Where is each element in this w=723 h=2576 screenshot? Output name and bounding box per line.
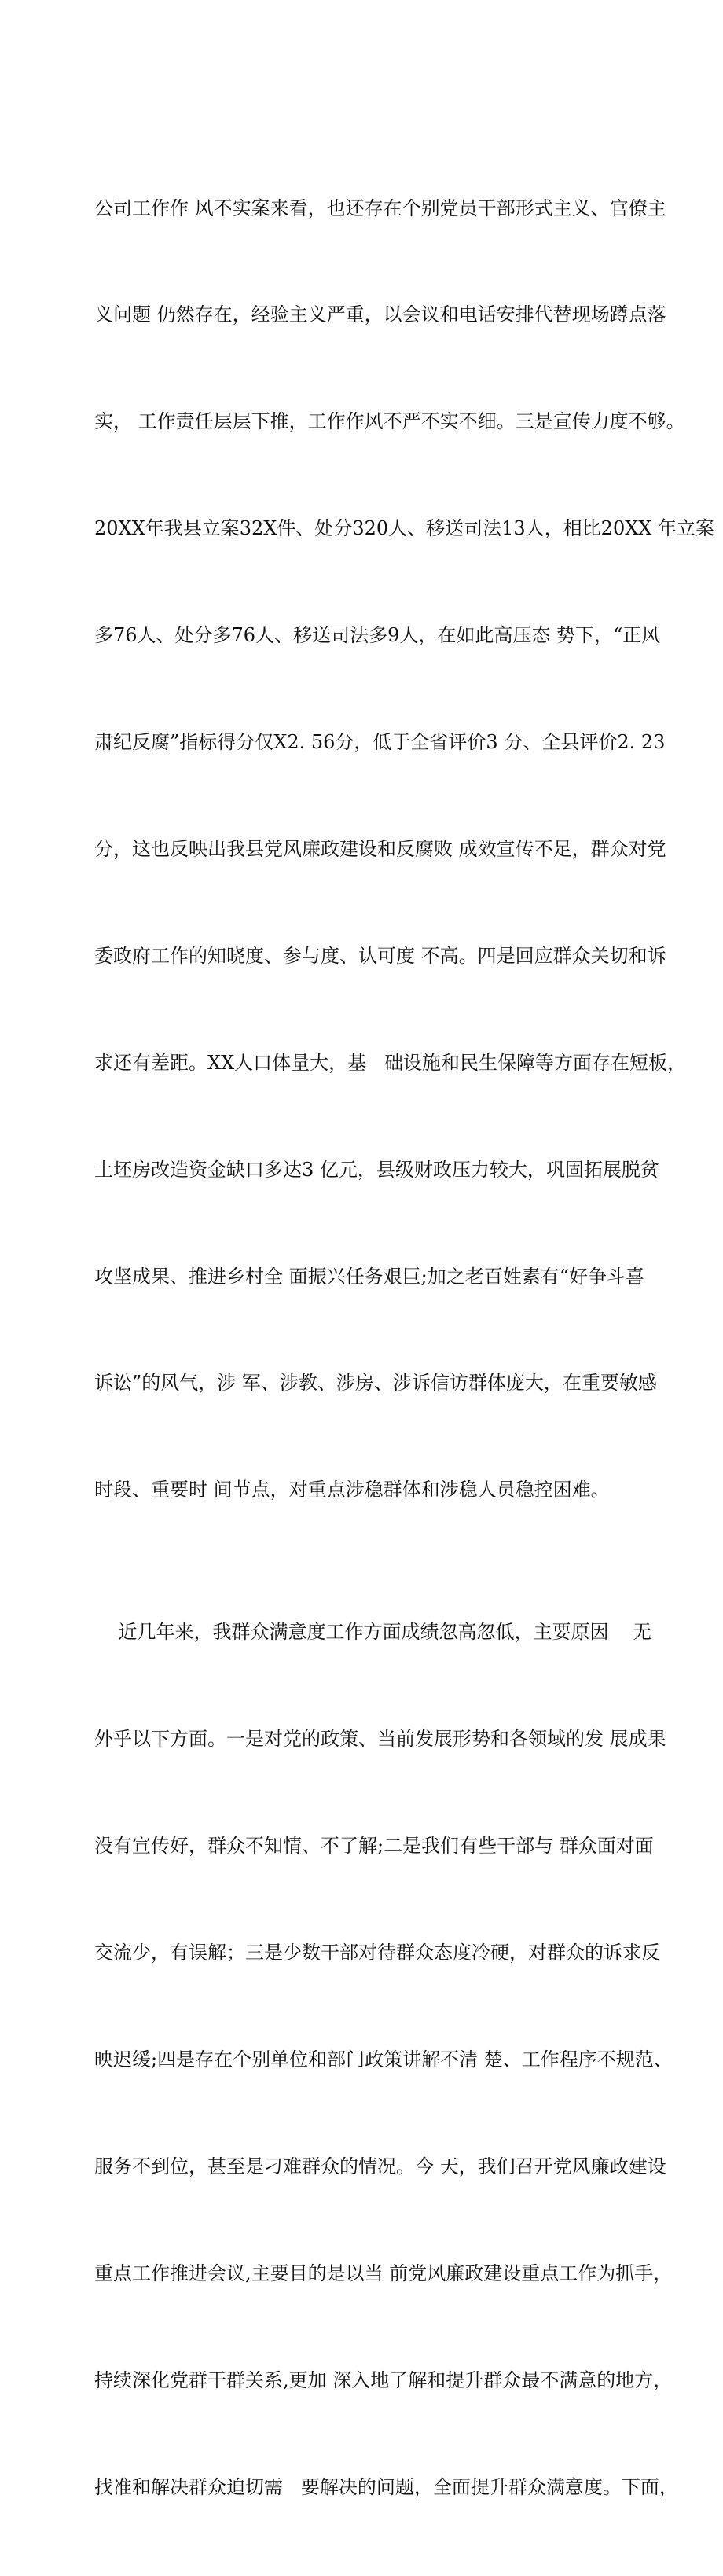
text-line: 持续深化党群干群关系,更加 深入地了解和提升群众最不满意的地方， (94, 2368, 673, 2391)
text-line: 求还有差距。XX人口体量大，基 础设施和民生保障等方面存在短板， (94, 1051, 687, 1074)
text-line: 诉讼”的风气，涉 军、涉教、涉房、涉诉信访群体庞大，在重要敏感 (94, 1372, 657, 1395)
text-line: 服务不到位，甚至是刁难群众的情况。今 天，我们召开党风廉政建设 (94, 2155, 666, 2177)
text-line: 公司工作作 风不实案来看，也还存在个别党员干部形式主义、官僚主 (94, 197, 666, 219)
text-line: 分，这也反映出我县党风廉政建设和反腐败 成效宣传不足，群众对党 (94, 837, 666, 860)
text-line: 没有宣传好，群众不知情、不了解;二是我们有些干部与 群众面对面 (94, 1835, 654, 1858)
document-body (94, 119, 715, 2576)
text-line: 义问题 仍然存在，经验主义严重，以会议和电话安排代替现场蹲点落 (94, 303, 666, 326)
text-line: 找准和解决群众迫切需 要解决的问题，全面提升群众满意度。下面， (94, 2475, 678, 2498)
text-line: 映迟缓;四是存在个别单位和部门政策讲解不清 楚、工作程序不规范、 (94, 2049, 673, 2071)
text-line: 实， 工作责任层层下推，工作作风不严不实不细。三是宣传力度不够。 (94, 410, 685, 433)
text-line: 肃纪反腐”指标得分仅X2. 56分，低于全省评价3 分、全县评价2. 23 (94, 731, 666, 754)
text-line: 攻坚成果、推进乡村全 面振兴任务艰巨;加之老百姓素有“好争斗喜 (94, 1265, 644, 1288)
text-line: 重点工作推进会议,主要目的是以当 前党风廉政建设重点工作为抓手， (94, 2262, 673, 2284)
text-line: 委政府工作的知晓度、参与度、认可度 不高。四是回应群众关切和诉 (94, 944, 666, 967)
text-line: 近几年来，我群众满意度工作方面成绩忽高忽低，主要原因 无 (94, 1621, 652, 1644)
text-line: 20XX年我县立案32X件、处分320人、移送司法13人，相比20XX 年立案 (94, 517, 715, 540)
text-line: 时段、重要时 间节点，对重点涉稳群体和涉稳人员稳控困难。 (94, 1479, 610, 1501)
text-line: 外乎以下方面。一是对党的政策、当前发展形势和各领域的发 展成果 (94, 1728, 666, 1751)
text-line: 多76人、处分多76人、移送司法多9人，在如此高压态 势下，“正风 (94, 624, 661, 647)
text-line: 交流少，有误解；三是少数干部对待群众态度冷硬，对群众的诉求反 (94, 1942, 660, 1964)
text-line: 土坯房改造资金缺口多达3 亿元，县级财政压力较大，巩固拓展脱贫 (94, 1158, 659, 1181)
